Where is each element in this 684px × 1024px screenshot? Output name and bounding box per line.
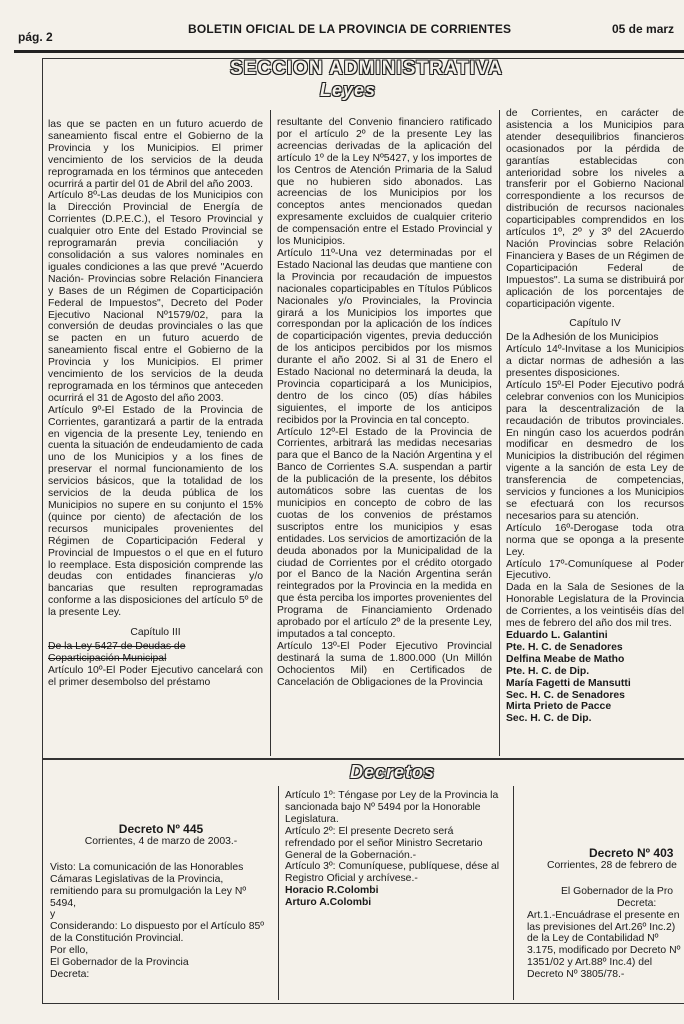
chapter-heading: Capítulo III xyxy=(130,627,181,639)
article-11: Artículo 11º-Una vez determinadas por el Estado Nacional las deudas que mantiene con la Provincia por recaudación de impuestos nacionales coparticipables en Títulos Públicos Nacionales y/o Provinciales, la Provincia girará a los Municipios los importes que correspondan por la aplicación de los índices de coparticipación vigentes, previa deducción de los anticipos percibidos por los mismos durante el año 2002. Si al 31 de Enero el Estado Nacional no determinará la deuda, la Provincia coparticipará a los Municipios, dentro de los cinco (05) días hábiles siguientes, el importe de los anticipos recibidos por la Provincia en tal concepto. xyxy=(277,247,492,426)
paragraph: de Corrientes, en carácter de asistencia a los Municipios para atender desequilibrios financieros ocasionados por la pérdida de garantías establecidas con anterioridad sobre los niveles a transferir por el Gobierno Nacional correspondiente a los recursos de distribución de recursos nacionales coparticipables comprendidos en los artículos 1º, 2º y 3º del 2Acuerdo Nación Provincias sobre Relación Financiera y Bases de un Régimen de Coparticipación Federal de Impuestos". La suma se distribuirá por aplicación de los porcentajes de coparticipación vigente. xyxy=(506,108,684,310)
closing-paragraph: Dada en la Sala de Sesiones de la Honorable Legislatura de la Provincia de Corrientes, a los veintiséis días del mes de febrero del año dos mil tres. xyxy=(506,582,684,630)
signature-line: Arturo A.Colombi xyxy=(285,897,372,909)
issue-date: 05 de marz xyxy=(612,22,675,36)
decree-visto: Visto: La comunicación de las Honorables Cámaras Legislativas de la Provincia, remitiendo para su promulgación la Ley Nº 5494, xyxy=(50,861,247,909)
decree-403 xyxy=(527,848,684,998)
signature-line: María Fagetti de Mansutti xyxy=(506,677,631,689)
decree-article-1: Artículo 1º: Téngase por Ley de la Provincia la sancionada bajo Nº 5494 por la Honorable Legislatura. xyxy=(285,790,499,825)
signature-line: Horacio R.Colombi xyxy=(285,885,379,897)
signature-line: Sec. H. C. de Senadores xyxy=(506,689,625,701)
decree-decreta: Decreta: xyxy=(50,968,90,980)
decree-considerando: Considerando: Lo dispuesto por el Artículo 85º de la Constitución Provincial. xyxy=(50,921,265,945)
chapter-heading: Capítulo IV xyxy=(569,318,621,330)
signature-line: Pte. H. C. de Senadores xyxy=(506,641,623,653)
article-13: Artículo 13º-El Poder Ejecutivo Provincial destinará la suma de 1.800.000 (Un Millón Ochocientos Mil) en Certificados de Cancelación de Obligaciones de la Provincia xyxy=(277,640,492,688)
section-subtitle: Leyes xyxy=(320,80,377,100)
publication-title: BOLETIN OFICIAL DE LA PROVINCIA DE CORRIENTES xyxy=(188,22,512,36)
decree-445 xyxy=(50,824,272,981)
column-divider xyxy=(270,110,271,756)
article-17: Artículo 17º-Comuníquese al Poder Ejecutivo. xyxy=(506,558,684,582)
article-12: Artículo 12º-El Estado de la Provincia de Corrientes, arbitrará las medidas necesarias para que el Banco de la Nación Argentina y el Banco de Corrientes S.A. suspendan a partir de la publicación de la presente, los débitos automáticos sobre las cuentas de los municipios en concepto de cobro de las cuotas de los convenios de préstamos suscriptos entre los municipios y esas entidades. Los servicios de amortización de la deuda abonados por la Municipalidad de la ciudad de Corrientes por el crédito otorgado por el Banco de la Nación Argentina serán reintegrados por la Provincia en la medida en que ésta perciba los importes provenientes del Programa de Financiamiento Ordenado aprobado por el artículo 2º de la presente Ley, imputados a tal concepto. xyxy=(277,426,492,640)
decree-445-articles xyxy=(285,790,505,909)
decree-place-date: Corrientes, 28 de febrero de xyxy=(547,859,677,871)
paragraph: las que se pacten en un futuro acuerdo de saneamiento fiscal entre el Gobierno de la Provincia y los Municipios. El primer vencimiento de los servicios de la deuda reprogramada en los términos que anteceden ocurrirá a partir del 01 de Abril del año 2003. xyxy=(48,119,263,190)
article-16: Artículo 16º-Derogase toda otra norma que se oponga a la presente Ley. xyxy=(506,522,684,558)
decree-article-3: Artículo 3º: Comuníquese, publíquese, dése al Registro Oficial y archívese.- xyxy=(285,861,500,885)
law-column-1 xyxy=(48,119,263,753)
header-rule xyxy=(14,50,684,53)
article-15: Artículo 15º-El Poder Ejecutivo podrá celebrar convenios con los Municipios para la descentralización de la recaudación de tributos provinciales. En ningún caso los acuerdos podrán modificar en desmedro de los Municipios la distribución del régimen vigente a la sanción de esta Ley de transferencia de competencias, servicios y funciones a los Municipios se efectuará con los recursos necesarios para su atención. xyxy=(506,379,684,522)
signature-line: Eduardo L. Galantini xyxy=(506,629,608,641)
section-divider xyxy=(42,758,684,760)
page-number: pág. 2 xyxy=(18,30,53,44)
decree-title: Decreto Nº 445 xyxy=(118,822,204,836)
article-14: Artículo 14º-Invitase a los Municipios a dictar normas de adhesión a las presentes disposiciones. xyxy=(506,344,684,380)
signature-line: Sec. H. C. de Dip. xyxy=(506,713,592,725)
decree-place-date: Corrientes, 4 de marzo de 2003.- xyxy=(84,835,238,847)
decree-y: y xyxy=(50,909,56,921)
article-8: Artículo 8º-Las deudas de los Municipios con la Dirección Provincial de Energía de Corrientes (D.P.E.C.), el Tesoro Provincial y cualquier otro Ente del Estado Provincial se reprogramarán previa conciliación y consolidación a sus valores nominales en iguales condiciones a las que prevé "Acuerdo Nación- Provincias sobre Relación Financiera y Bases de un Régimen de Coparticipación Federal de Impuestos", Decreto del Poder Ejecutivo Nacional Nº1579/02, para la conversión de deudas provinciales o las que se pacten en un futuro acuerdo de saneamiento fiscal entre el Gobierno de la Provincia y los Municipios. El primer vencimiento de los servicios de la deuda reprogramada en los términos que anteceden ocurrirá el 31 de Agosto del año 2003. xyxy=(48,190,263,404)
law-column-2 xyxy=(277,117,492,753)
decree-decreta: Decreta: xyxy=(617,897,657,909)
decree-gobernador: El Gobernador de la Provincia xyxy=(50,957,189,969)
column-divider xyxy=(513,786,514,1000)
decree-article-2: Artículo 2º: El presente Decreto será refrendado por el señor Ministro Secretario General de la Gobernación.- xyxy=(285,825,483,861)
column-divider xyxy=(499,110,500,756)
decree-gobernador: El Gobernador de la Pro xyxy=(561,885,674,897)
decree-article-1: Art.1.-Encuádrase el presente en las previsiones del Art.26º Inc.2) de la Ley de Contabilidad Nº 3.175, modificado por Decreto Nº 1351/02 y Art.88º Inc.4) del Decreto Nº 3805/78.- xyxy=(527,909,681,981)
law-column-3 xyxy=(506,108,684,728)
paragraph: resultante del Convenio financiero ratificado por el artículo 2º de la presente Ley las acreencias derivadas de la aplicación del artículo 1º de la Ley Nº5427, y los importes de los Centros de Atención Primaria de la Salud que no hubieren sido abonados. Las acreencias de los Municipios por los conceptos antes mencionados quedan expresamente excluidos de cualquier criterio de compensación entre el Estado Provincial y los Municipios. xyxy=(277,117,492,248)
decretos-title: Decretos xyxy=(350,762,436,782)
signature-line: Pte. H. C. de Dip. xyxy=(506,665,590,677)
signature-line: Delfina Meabe de Matho xyxy=(506,653,625,665)
struck-line: Coparticipación Municipal xyxy=(48,652,167,664)
decree-title: Decreto Nº 403 xyxy=(589,848,674,860)
section-title: SECCION ADMINISTRATIVA xyxy=(230,58,503,79)
column-divider xyxy=(278,786,279,1000)
article-9: Artículo 9º-El Estado de la Provincia de Corrientes, garantizará a partir de la entrada en vigencia de la presente Ley, teniendo en cuenta la situación de endeudamiento de cada uno de los Municipios y a los fines de preservar el normal funcionamiento de los servicios básicos, que la totalidad de los servicios de la deuda pública de los Municipios no supere en su conjunto el 15% (quince por ciento) de afectación de los recursos municipales provenientes del Régimen de Coparticipación Federal y Provincial de Impuestos o el que en el futuro lo reemplace. Esta disposición comprende las deudas con entidades financieras y/o bancarias que resulten reprogramadas conforme a las disposiciones del artículo 5º de la presente Ley. xyxy=(48,404,263,619)
chapter-subtitle: De la Adhesión de los Municipios xyxy=(506,332,659,344)
decree-por-ello: Por ello, xyxy=(50,945,89,957)
signature-line: Mirta Prieto de Pacce xyxy=(506,701,612,713)
struck-line: De la Ley 5427 de Deudas de xyxy=(48,640,186,652)
page-header xyxy=(0,0,684,48)
article-10: Artículo 10º-El Poder Ejecutivo cancelará con el primer desembolso del préstamo xyxy=(48,664,263,688)
